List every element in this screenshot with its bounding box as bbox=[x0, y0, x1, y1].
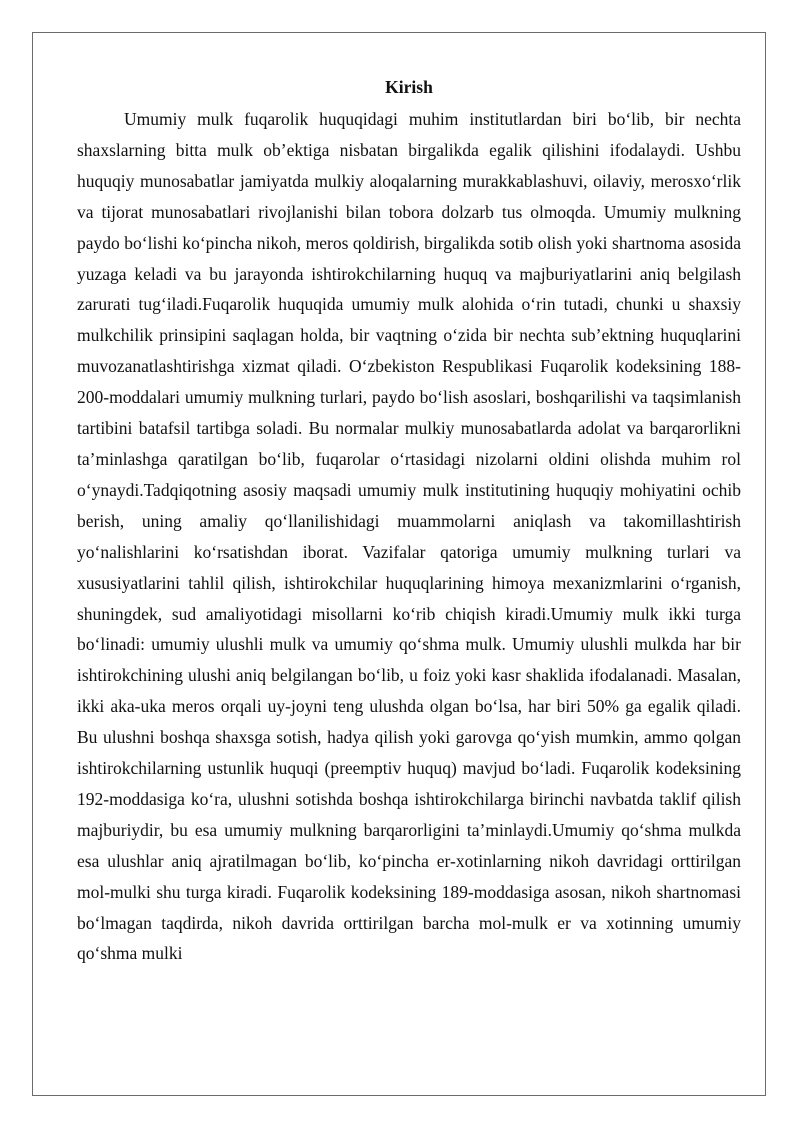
document-body bbox=[77, 72, 741, 969]
body-paragraph: Umumiy mulk fuqarolik huquqidagi muhim institutlardan biri bo‘lib, bir nechta shaxslarning bitta mulk ob’ektiga nisbatan birgalikda egalik qilishini ifodalaydi. Ushbu huquqiy munosabatlar jamiyatda mulkiy aloqalarning murakkablashuvi, oilaviy, merosxo‘rlik va tijorat munosabatlari rivojlanishi bilan tobora dolzarb tus olmoqda. Umumiy mulkning paydo bo‘lishi ko‘pincha nikoh, meros qoldirish, birgalikda sotib olish yoki shartnoma asosida yuzaga keladi va bu jarayonda ishtirokchilarning huquq va majburiyatlarini aniq belgilash zarurati tug‘iladi.Fuqarolik huquqida umumiy mulk alohida o‘rin tutadi, chunki u shaxsiy mulkchilik prinsipini saqlagan holda, bir vaqtning o‘zida bir nechta sub’ektning huquqlarini muvozanatlashtirishga xizmat qiladi. O‘zbekiston Respublikasi Fuqarolik kodeksining 188-200-moddalari umumiy mulkning turlari, paydo bo‘lish asoslari, boshqarilishi va taqsimlanish tartibini batafsil tartibga soladi. Bu normalar mulkiy munosabatlarda adolat va barqarorlikni ta’minlashga qaratilgan bo‘lib, fuqarolar o‘rtasidagi nizolarni oldini olishda muhim rol o‘ynaydi.Tadqiqotning asosiy maqsadi umumiy mulk institutining huquqiy mohiyatini ochib berish, uning amaliy qo‘llanilishidagi muammolarni aniqlash va takomillashtirish yo‘nalishlarini ko‘rsatishdan iborat. Vazifalar qatoriga umumiy mulkning turlari va xususiyatlarini tahlil qilish, ishtirokchilar huquqlarining himoya mexanizmlarini o‘rganish, shuningdek, sud amaliyotidagi misollarni ko‘rib chiqish kiradi.Umumiy mulk ikki turga bo‘linadi: umumiy ulushli mulk va umumiy qo‘shma mulk. Umumiy ulushli mulkda har bir ishtirokchining ulushi aniq belgilangan bo‘lib, u foiz yoki kasr shaklida ifodalanadi. Masalan, ikki aka-uka meros orqali uy-joyni teng ulushda olgan bo‘lsa, har biri 50% ga egalik qiladi. Bu ulushni boshqa shaxsga sotish, hadya qilish yoki garovga qo‘yish mumkin, ammo qolgan ishtirokchilarning ustunlik huquqi (preemptiv huquq) mavjud bo‘ladi. Fuqarolik kodeksining 192-moddasiga ko‘ra, ulushni sotishda boshqa ishtirokchilarga birinchi navbatda taklif qilish majburiydir, bu esa umumiy mulkning barqarorligini ta’minlaydi.Umumiy qo‘shma mulkda esa ulushlar aniq ajratilmagan bo‘lib, ko‘pincha er-xotinlarning nikoh davridagi orttirilgan mol-mulki shu turga kiradi. Fuqarolik kodeksining 189-moddasiga asosan, nikoh shartnomasi bo‘lmagan taqdirda, nikoh davrida orttirilgan barcha mol-mulk er va xotinning umumiy qo‘shma mulki bbox=[77, 109, 741, 964]
document-title: Kirish bbox=[385, 77, 433, 97]
